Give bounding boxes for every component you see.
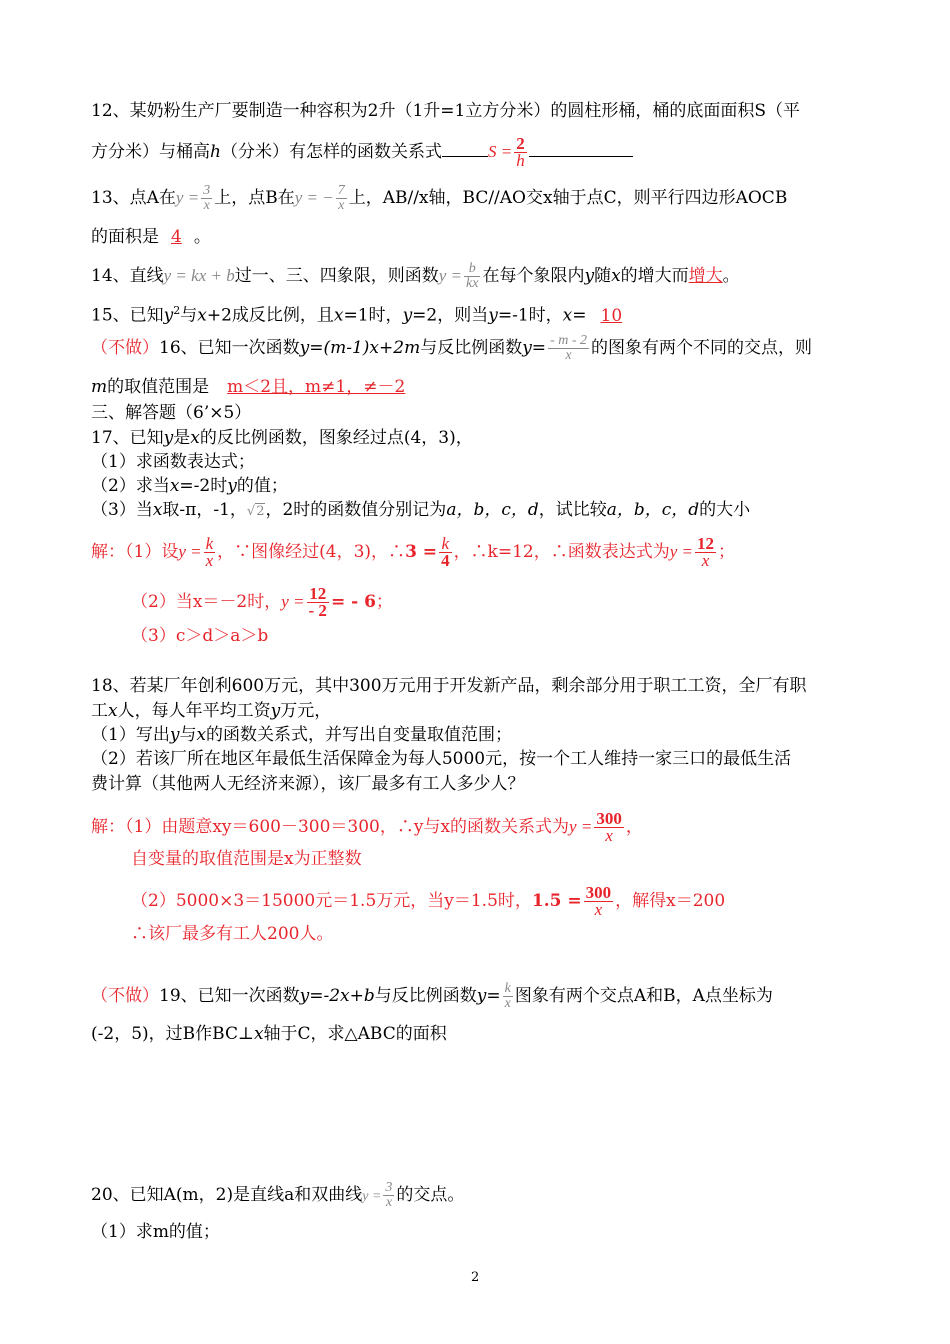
q17-sol-label: 解：（1）设 xyxy=(91,542,179,562)
q17-s1-d: ，∴k=12，∴函数表达式为 xyxy=(453,542,670,562)
q18-solution-3 xyxy=(131,923,333,945)
q17-vars: a，b，c，d xyxy=(446,500,539,520)
q14-text-e: 的增大而 xyxy=(620,266,689,286)
q15-y: y xyxy=(163,305,174,326)
q16-text-c: 的图象有两个不同的交点，则 xyxy=(591,338,812,358)
q18-p1a: （1）写出 xyxy=(91,725,170,745)
q20-part1 xyxy=(91,1221,220,1243)
q18-line1 xyxy=(91,675,807,697)
q19-text-a: 19、已知一次函数 xyxy=(159,986,300,1006)
q13-f1-den: x xyxy=(203,198,210,213)
q18-s1c: 自变量的取值范围是x为正整数 xyxy=(131,849,362,869)
q18-p2b: 费计算（其他两人无经济来源），该厂最多有工人多少人？ xyxy=(91,774,525,794)
q18-p1c: 的函数关系式，并写出自变量取值范围； xyxy=(206,725,513,745)
q13-f2-lhs: y = − xyxy=(294,188,334,207)
q16-line2 xyxy=(91,376,433,398)
q17-solution-2 xyxy=(131,586,393,619)
q13-f1-num: 3 xyxy=(203,183,211,198)
q15-text-a: 15、已知 xyxy=(91,305,164,326)
q19-fraction xyxy=(503,982,513,1011)
q17-s2-lhs: y = xyxy=(281,592,305,611)
q19-f-den: x xyxy=(504,996,511,1011)
q18-p1x: x xyxy=(196,725,207,745)
q17-p2a: （2）求当 xyxy=(91,476,170,496)
q19-y: y= xyxy=(476,986,501,1006)
q19-l2a: (-2，5)，过B作BC⊥ xyxy=(91,1024,254,1044)
q17-part1 xyxy=(91,451,255,473)
q19-line2 xyxy=(91,1023,447,1045)
q18-p2: （2）若该厂所在地区年最低生活保障金为每人5000元，按一个工人维持一家三口的最低生活 xyxy=(91,749,792,769)
q17-s1-den: x xyxy=(205,551,214,570)
q18-line2 xyxy=(91,700,331,722)
q16-fraction xyxy=(548,334,589,363)
q19-x: x xyxy=(253,1024,264,1044)
q12-text2b: （分米）有怎样的函数关系式 xyxy=(220,142,442,162)
q16-skip-tag: （不做） xyxy=(91,338,159,358)
q18-s2-fraction xyxy=(584,885,614,918)
q13-text-d: 的面积是 xyxy=(91,227,159,247)
q17-s1-lhs: y = xyxy=(178,542,202,561)
q16-text-b: 与反比例函数 xyxy=(420,338,523,358)
q17-part2 xyxy=(91,475,288,497)
q18-part2b xyxy=(91,773,525,795)
q18-s2-lhs: 1.5 = xyxy=(531,891,582,911)
q17-p3d: ，试比较 xyxy=(538,500,607,520)
q20-p1: （1）求m的值； xyxy=(91,1222,220,1242)
q17-p3x: x xyxy=(152,500,163,520)
q15-y1: y xyxy=(402,305,413,326)
q13-f1-lhs: y = xyxy=(175,188,200,207)
q14-f-den: kx xyxy=(466,276,479,291)
q20-line1 xyxy=(91,1181,464,1210)
q17-p2x: x xyxy=(169,476,180,496)
q13-text-a: 13、点A在 xyxy=(91,188,176,208)
q15-y3: y xyxy=(488,305,498,326)
q13-fraction-1 xyxy=(201,184,212,213)
q14-line-eq: y = kx + b xyxy=(163,266,235,285)
q16-text-a: 16、已知一次函数 xyxy=(159,338,300,358)
page-number: 2 xyxy=(471,1270,480,1285)
q20-text-b: 的交点。 xyxy=(396,1185,465,1205)
q16-y: y= xyxy=(522,338,547,358)
q15-text-b: 与 xyxy=(180,305,198,326)
q17-p3e: 的大小 xyxy=(699,500,751,520)
q15-line xyxy=(91,300,673,327)
q17-s1-fraction-2 xyxy=(439,536,452,569)
q16-m: m xyxy=(91,377,108,397)
q12-text: 12、某奶粉生产厂要制造一种容积为2升（1升=1立方分米）的圆柱形桶，桶的底面面积S（平 xyxy=(91,101,800,121)
q13-line1 xyxy=(91,184,787,213)
q17-s1-den3: x xyxy=(701,551,710,570)
q17-vars2: a，b，c，d xyxy=(606,500,700,520)
q17-text-a: 17、已知 xyxy=(91,428,164,448)
sqrt-arg: 2 xyxy=(256,504,265,519)
q18-s1b: ， xyxy=(625,817,643,837)
q15-text-f: =-1时， xyxy=(497,305,563,326)
q17-text-b: 是 xyxy=(173,428,191,448)
q12-line2 xyxy=(91,136,633,169)
q17-p2c: 的值； xyxy=(236,476,288,496)
q15-x1: x xyxy=(333,305,344,326)
q17-s2-num: 12 xyxy=(307,586,329,603)
q16-linear-fn: y=(m-1)x+2m xyxy=(299,338,421,358)
q19-text-b: 与反比例函数 xyxy=(374,986,477,1006)
q20-f-den: x xyxy=(385,1195,393,1210)
q16-line1 xyxy=(91,334,812,363)
q13-text-b: 上，点B在 xyxy=(214,188,295,208)
q14-fraction xyxy=(464,262,480,291)
q18-l2b: 人，每人年平均工资 xyxy=(117,701,271,721)
q17-s2-b: = - 6 xyxy=(330,592,376,612)
q14-text-d: 随 xyxy=(594,266,612,286)
q16-answer: m＜2且，m≠1，≠－2 xyxy=(227,377,406,397)
q17-s2-c: ； xyxy=(375,592,393,612)
q18-solution-1b xyxy=(131,848,362,870)
q18-s1-den: x xyxy=(605,826,613,845)
sqrt-symbol: √2 xyxy=(246,504,265,519)
q14-answer: 增大 xyxy=(688,266,723,286)
q18-part2 xyxy=(91,748,791,770)
q14-f-num: b xyxy=(464,262,480,277)
q19-f-num: k xyxy=(504,981,511,996)
q12-answer-num: 2 xyxy=(516,134,525,153)
q15-text-e: =2，则当 xyxy=(412,305,489,326)
q18-s2b: ，解得x＝200 xyxy=(615,891,726,911)
q18-s3: ∴该厂最多有工人200人。 xyxy=(131,924,334,944)
q18-l2c: 万元， xyxy=(280,701,332,721)
q17-s2-fraction xyxy=(307,586,329,619)
q18-solution-2 xyxy=(131,885,725,918)
q14-y: y xyxy=(584,266,595,286)
q17-s1-num: k xyxy=(205,534,214,553)
q12-blank-right xyxy=(529,138,633,157)
q15-x: x xyxy=(197,305,207,326)
q17-p3a: （3）当 xyxy=(91,500,153,520)
q12-blank-left xyxy=(442,138,488,157)
q17-s1-c: 3 = xyxy=(405,542,438,562)
q17-s1-b: ，∵图像经过(4，3)，∴ xyxy=(217,542,406,562)
q13-line2 xyxy=(91,226,211,248)
q16-f-num: - m - 2 xyxy=(550,333,587,348)
q15-text-d: =1时， xyxy=(343,305,403,326)
q17-part1-text: （1）求函数表达式； xyxy=(91,452,255,472)
q17-s1-num3: 12 xyxy=(697,534,715,553)
q18-s1-lhs: y = xyxy=(569,817,593,836)
q18-solution-1 xyxy=(91,811,643,844)
q17-s2-den: - 2 xyxy=(308,601,327,620)
q20-text-a: 20、已知A(m，2)是直线a和双曲线 xyxy=(91,1185,363,1205)
q13-text-c: 上，AB//x轴，BC//AO交x轴于点C，则平行四边形AOCB xyxy=(348,188,788,208)
q12-text2a: 方分米）与桶高 xyxy=(91,142,210,162)
q17-solution-1 xyxy=(91,536,735,569)
q17-y: y xyxy=(163,428,174,448)
q19-line1 xyxy=(91,982,773,1011)
q17-s2-a: （2）当x＝－2时， xyxy=(131,592,282,612)
q13-fraction-2 xyxy=(336,184,347,213)
q19-skip-tag: （不做） xyxy=(91,986,159,1006)
q13-f2-den: x xyxy=(338,198,345,213)
q17-s1-e: ； xyxy=(718,542,736,562)
q19-text-c: 图象有两个交点A和B，A点坐标为 xyxy=(514,986,773,1006)
q13-f2-num: 7 xyxy=(337,183,345,198)
q12-line1 xyxy=(91,100,800,122)
q18-x: x xyxy=(108,701,118,721)
q14-text-f: 。 xyxy=(722,266,740,286)
q15-sup: 2 xyxy=(173,304,181,317)
q18-l2a: 工 xyxy=(91,701,108,721)
q18-l1: 18、若某厂年创利600万元，其中300万元用于开发新产品，剩余部分用于职工工资，全厂有职 xyxy=(91,676,807,696)
q17-p2b: =-2时 xyxy=(179,476,228,496)
q12-answer-den: h xyxy=(516,151,525,170)
q17-s1-den2: 4 xyxy=(441,551,450,570)
q17-s1-fraction-3 xyxy=(695,536,716,569)
q17-text-c: 的反比例函数，图象经过点(4，3)， xyxy=(199,428,473,448)
q17-p3b: 取-π，-1， xyxy=(162,500,247,520)
section-3-text: 三、解答题（6’×5） xyxy=(91,403,252,423)
q14-x: x xyxy=(611,266,621,286)
q14-text-b: 过一、三、四象限，则函数 xyxy=(234,266,439,286)
q14-f-lhs: y = xyxy=(438,266,463,285)
q12-answer-lhs: S = xyxy=(487,142,513,161)
q18-p1y: y xyxy=(169,725,180,745)
q17-part3 xyxy=(91,499,750,523)
q18-s1-num: 300 xyxy=(596,809,622,828)
q15-answer: 10 xyxy=(600,305,623,326)
q17-p2y: y xyxy=(227,476,237,496)
q18-part1 xyxy=(91,724,512,746)
q18-p1b: 与 xyxy=(179,725,197,745)
q15-x3: x xyxy=(562,305,573,326)
q18-y: y xyxy=(270,701,281,721)
section-3-heading xyxy=(91,402,251,424)
q17-x: x xyxy=(190,428,200,448)
q19-l2b: 轴于C，求△ABC的面积 xyxy=(263,1024,447,1044)
q12-h: h xyxy=(210,142,221,162)
q19-linear-fn: y=-2x+b xyxy=(299,986,375,1006)
q15-text-c: +2成反比例，且 xyxy=(206,305,334,326)
q17-p3c: ，2时的函数值分别记为 xyxy=(265,500,447,520)
q13-text-e: 。 xyxy=(193,227,211,247)
q18-s1a: 解：（1）由题意xy＝600－300＝300，∴y与x的函数关系式为 xyxy=(91,817,570,837)
q15-text-g: = xyxy=(572,305,587,326)
q18-s1-fraction xyxy=(594,811,624,844)
q14-line xyxy=(91,262,740,291)
q12-answer-fraction xyxy=(514,136,527,169)
q18-s2-den: x xyxy=(594,900,603,919)
q18-s2-num: 300 xyxy=(585,883,612,902)
q13-answer: 4 xyxy=(171,227,182,247)
q18-s2a: （2）5000×3＝15000元＝1.5万元，当y＝1.5时， xyxy=(131,891,532,911)
q17-s1-num2: k xyxy=(439,536,452,553)
q16-text-d: 的取值范围是 xyxy=(107,377,210,397)
q14-text-a: 14、直线 xyxy=(91,266,164,286)
q17-s1-lhs2: y = xyxy=(669,542,694,561)
q17-s1-fraction xyxy=(204,536,216,569)
q20-f-lhs: y = xyxy=(362,1189,382,1204)
q20-f-num: 3 xyxy=(385,1180,393,1195)
q17-s3: （3）c＞d＞a＞b xyxy=(131,626,269,646)
q17-solution-3 xyxy=(131,625,268,647)
q20-fraction xyxy=(383,1181,394,1210)
q16-f-den: x xyxy=(565,348,572,363)
q17-stem xyxy=(91,427,473,449)
q14-text-c: 在每个象限内 xyxy=(482,266,585,286)
